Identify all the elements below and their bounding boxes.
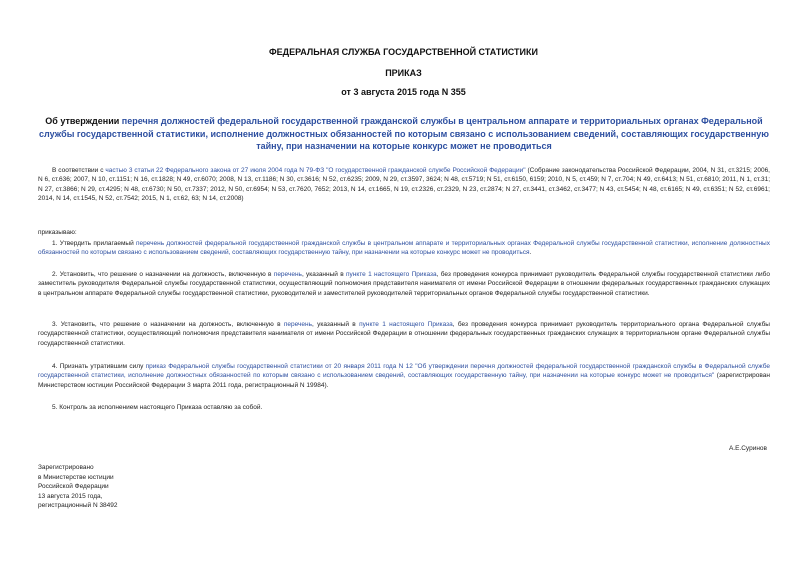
preamble-rest: (Собрание законодательства Российской Федерации, 2004, N 31, ст.3215; 2006, N 6, ст.636; 2007, N 10, ст.1151; N 16, ст.1828; N 49, ст.6070; 2008, N 13, ст.1186; N 30, ст.3616; N 52, ст.6235; 2009, N 29, ст.3597, 3624; N 48, ст.5719; N 51, ст.6150, 6159; 2010, N 5, ст.459; N 7, ст.704; N 49, ст.6413; N 51, ст.6810; 2011, N 1, ст.31; N 27, ст.3866; N 29, ст.4295; N 48, ст.6730; N 50, ст.7337; 2012, N 50, ст.6954; N 53, ст.7620, 7652; 2013, N 14, ст.1665, N 19, ст.2326, ст.2329, N 23, ст.2874; N 27, ст.3441, ст.3462, ст.3477; N 43, ст.5454; N 48, ст.6165; N 49, ст.6351; N 52, ст.6961; 2014, N 14, ст.1545, N 52, ст.7542; 2015, N 1, ст.62, 63; N 14, ст.2008): [38, 167, 770, 203]
signature: А.Е.Суринов: [728, 445, 767, 452]
preamble-lead: В соответствии с: [52, 167, 106, 174]
item-4-link[interactable]: приказ Федеральной службы государственной статистики от 20 января 2011 года N 12 "Об утверждении перечня должностей федеральной государственной гражданской службы в Федеральной службе государственной статистики, исполнение должностных обязанностей по которым связано с использованием сведений, составляющих государственную тайну, при назначении на которые конкурс может не проводиться": [38, 363, 770, 380]
doc-date-number: от 3 августа 2015 года N 355: [341, 87, 466, 97]
item-3-list-link[interactable]: перечень: [283, 321, 312, 328]
item-4: [38, 362, 770, 390]
item-1-lead: 1. Утвердить прилагаемый: [52, 240, 137, 247]
order-word: приказываю:: [38, 229, 77, 236]
item-4-rest: (зарегистрирован Министерством юстиции Российской Федерации 3 марта 2011 года, регистрационный N 19984).: [38, 372, 771, 389]
registration-line: в Министерстве юстиции: [38, 473, 114, 481]
item-2-rest: , без проведения конкурса принимает руководитель Федеральной службы государственной статистики либо заместитель руководителя Федеральной службы государственной статистики, осуществляющий полномочия представителя нанимателя от имени Российской Федерации в отношении федеральных государственных гражданских служащих в центральном аппарате Федеральной службы государственной статистики, руководителей и заместителей руководителей территориальных органов Федеральной службы государственной статистики.: [38, 271, 770, 297]
registration-line: Зарегистрировано: [38, 464, 94, 471]
law-link[interactable]: частью 3 статьи 22 Федерального закона от 27 июля 2004 года N 79-ФЗ "О государственной гражданской службе Российской Федерации": [105, 167, 526, 174]
item-5: 5. Контроль за исполнением настоящего Приказа оставляю за собой.: [52, 404, 263, 411]
registration-block: [38, 463, 118, 511]
item-1-link[interactable]: перечень должностей федеральной государственной гражданской службы в центральном аппарате и территориальных органах Федеральной службы государственной статистики, исполнение должностных обязанностей по которым связано с использованием сведений, составляющих государственную тайну, при назначении на которые конкурс может не проводиться: [38, 240, 770, 257]
item-3-mid: , указанный в: [312, 321, 360, 328]
registration-line: Российской Федерации: [38, 483, 109, 491]
item-3: [38, 320, 770, 348]
doc-type: ПРИКАЗ: [385, 68, 422, 78]
title-prefix: Об утверждении: [45, 116, 122, 126]
registration-line: 13 августа 2015 года,: [38, 492, 103, 500]
title-link[interactable]: перечня должностей федеральной государственной гражданской службы в центральном аппарате и территориальных органах Федеральной службы государственной статистики, исполнение должностных обязанностей по которым связано с использованием сведений, составляющих государственную тайну, при назначении на которые конкурс может не проводиться: [39, 116, 769, 151]
item-2-mid: , указанный в: [301, 271, 346, 278]
item-2-lead: 2. Установить, что решение о назначении на должность, включенную в: [52, 271, 274, 278]
item-2-list-link[interactable]: перечень: [273, 271, 302, 278]
registration-line: регистрационный N 38492: [38, 502, 118, 510]
item-2: [38, 270, 770, 298]
item-4-lead: 4. Признать утратившим силу: [52, 363, 146, 370]
item-3-rest: , без проведения конкурса принимает руководитель территориального органа Федеральной службы государственной статистики, осуществляющий полномочия представителя нанимателя от имени Российской Федерации в отношении федеральных государственных гражданских служащих в территориальном органе Федеральной службы государственной статистики.: [38, 321, 770, 347]
item-1-rest: .: [529, 249, 532, 257]
document-title: [38, 115, 770, 153]
item-1: [38, 239, 770, 258]
item-2-clause-link[interactable]: пункте 1 настоящего Приказа: [346, 271, 437, 278]
item-3-lead: 3. Установить, что решение о назначении на должность, включенную в: [52, 321, 284, 328]
item-3-clause-link[interactable]: пункте 1 настоящего Приказа: [359, 321, 453, 328]
preamble: [38, 166, 770, 204]
agency-name: ФЕДЕРАЛЬНАЯ СЛУЖБА ГОСУДАРСТВЕННОЙ СТАТИСТИКИ: [269, 47, 538, 57]
